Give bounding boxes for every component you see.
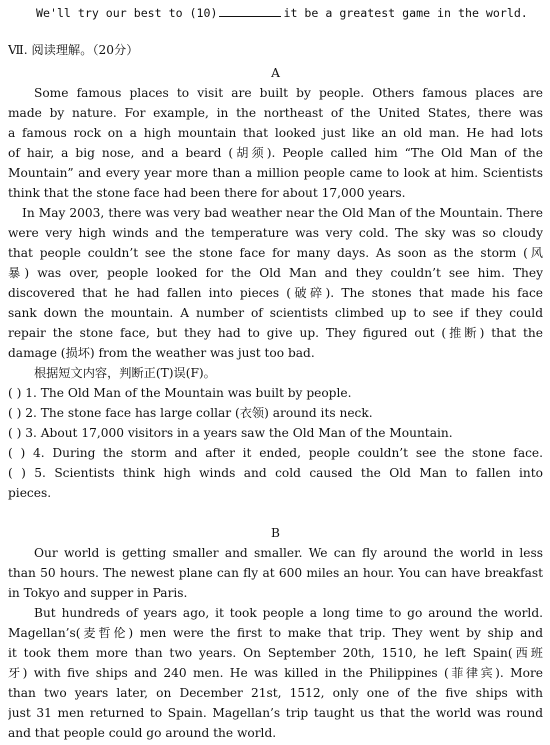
- passage-b-line: 牙) with five ships and 240 men. He was killed in the Philippines (菲律宾). More: [8, 666, 543, 680]
- passage-a-line: Mountain” and every year more than a million people came to look at him. Scientists: [8, 166, 543, 180]
- tf-instruction: 根据短文内容，判断正(T)误(F)。: [34, 366, 216, 380]
- passage-b-line: and that people could go around the world.: [8, 726, 277, 740]
- passage-b-line: it took them more than two years. On September 20th, 1510, he left Spain(西班: [8, 646, 543, 660]
- tf-question[interactable]: ( ) 5. Scientists think high winds and cold caused the Old Man to fallen into: [8, 466, 543, 480]
- sentence-end: it be a greatest game in the world.: [283, 6, 528, 20]
- passage-a-label: A: [271, 66, 280, 80]
- passage-a-line: a famous rock on a high mountain that looked just like an old man. He had lots: [8, 126, 543, 140]
- passage-b-line: just 31 men returned to Spain. Magellan’s trip taught us that the world was round: [8, 706, 543, 720]
- passage-a-line: were very high winds and the temperature was very cold. The sky was so cloudy: [8, 226, 543, 240]
- passage-a-line: of hair, a big nose, and a beard (胡须). People called him “The Old Man of the: [8, 146, 543, 160]
- passage-a-line: In May 2003, there was very bad weather near the Old Man of the Mountain. There: [22, 206, 543, 220]
- passage-a-line: Some famous places to visit are built by people. Others famous places are: [34, 86, 543, 100]
- section-title: Ⅶ. 阅读理解。（20分）: [8, 43, 139, 57]
- answer-blank[interactable]: [219, 3, 281, 17]
- tf-question[interactable]: ( ) 2. The stone face has large collar (衣领) around its neck.: [8, 406, 373, 420]
- passage-a-line: that people couldn’t see the stone face for many days. As soon as the storm (风: [8, 246, 543, 260]
- passage-b-line: Our world is getting smaller and smaller. We can fly around the world in less: [34, 546, 543, 560]
- tf-question-continuation: pieces.: [8, 486, 52, 500]
- fill-in-sentence-10: [36, 3, 543, 23]
- passage-b-label: B: [271, 526, 280, 540]
- passage-a-line: discovered that he had fallen into pieces (破碎). The stones that made his face: [8, 286, 543, 300]
- tf-question[interactable]: ( ) 4. During the storm and after it ended, people couldn’t see the stone face.: [8, 446, 543, 460]
- passage-a-line: think that the stone face had been there for about 17,000 years.: [8, 186, 406, 200]
- tf-question[interactable]: ( ) 1. The Old Man of the Mountain was built by people.: [8, 386, 352, 400]
- passage-a-line: damage (损坏) from the weather was just too bad.: [8, 346, 315, 360]
- passage-b-line: than two years later, on December 21st, 1512, only one of the five ships with: [8, 686, 543, 700]
- passage-a-line: made by nature. For example, in the northeast of the United States, there was: [8, 106, 543, 120]
- passage-a-line: 暴) was over, people looked for the Old Man and they couldn’t see him. They: [8, 266, 543, 280]
- passage-b-line: But hundreds of years ago, it took people a long time to go around the world.: [34, 606, 543, 620]
- passage-a-line: sank down the mountain. A number of scientists climbed up to see if they could: [8, 306, 543, 320]
- tf-question[interactable]: ( ) 3. About 17,000 visitors in a years saw the Old Man of the Mountain.: [8, 426, 453, 440]
- passage-b-line: Magellan’s(麦哲伦) men were the first to make that trip. They went by ship and: [8, 626, 543, 640]
- sentence-start: We'll try our best to (10): [36, 6, 218, 20]
- passage-b-line: than 50 hours. The newest plane can fly at 600 miles an hour. You can have breakfast: [8, 566, 543, 580]
- passage-a-line: repair the stone face, but they had to give up. They figured out (推断) that the: [8, 326, 543, 340]
- passage-b-line: in Tokyo and supper in Paris.: [8, 586, 188, 600]
